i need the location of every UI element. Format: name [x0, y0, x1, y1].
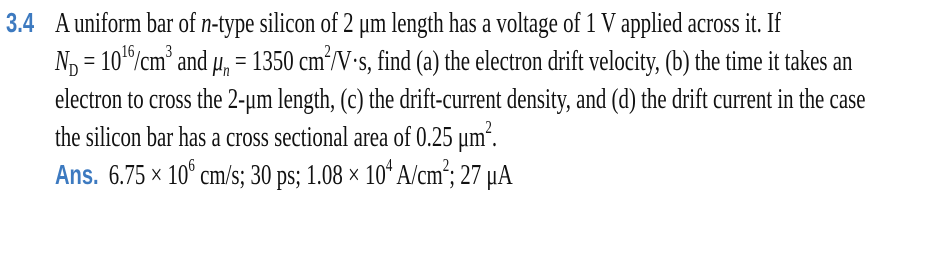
problem-line-1	[6, 4, 928, 42]
problem-line-1-text: A uniform bar of n-type silicon of 2 μm length has a voltage of 1 V applied across it. If	[54, 7, 781, 39]
answer-text: $6.75 \times 10^6$ cm/s; 30 ps; $1.08 \times 10^4$ $A/cm^2$; 27 μA	[108, 155, 513, 191]
problem-block	[6, 4, 928, 194]
answer-label: Ans.	[54, 159, 99, 190]
answer-line	[6, 156, 928, 194]
problem-line-2-text: $N_D = 10^{16}/cm^3$ and $\mu_n = 1350$ $cm^2/V\cdot s$, find (a) the electron drift velocity, (b) the time it takes an	[54, 41, 853, 80]
problem-line-4-text: the silicon bar has a cross sectional area of 0.25 $\mu m^2$.	[54, 117, 498, 153]
problem-line-4	[6, 118, 928, 156]
problem-line-2	[6, 42, 928, 80]
problem-line-3-text: electron to cross the 2-μm length, (c) the drift-current density, and (d) the drift current in the case	[54, 83, 866, 115]
problem-line-3	[6, 80, 928, 118]
problem-number: 3.4	[6, 7, 35, 38]
